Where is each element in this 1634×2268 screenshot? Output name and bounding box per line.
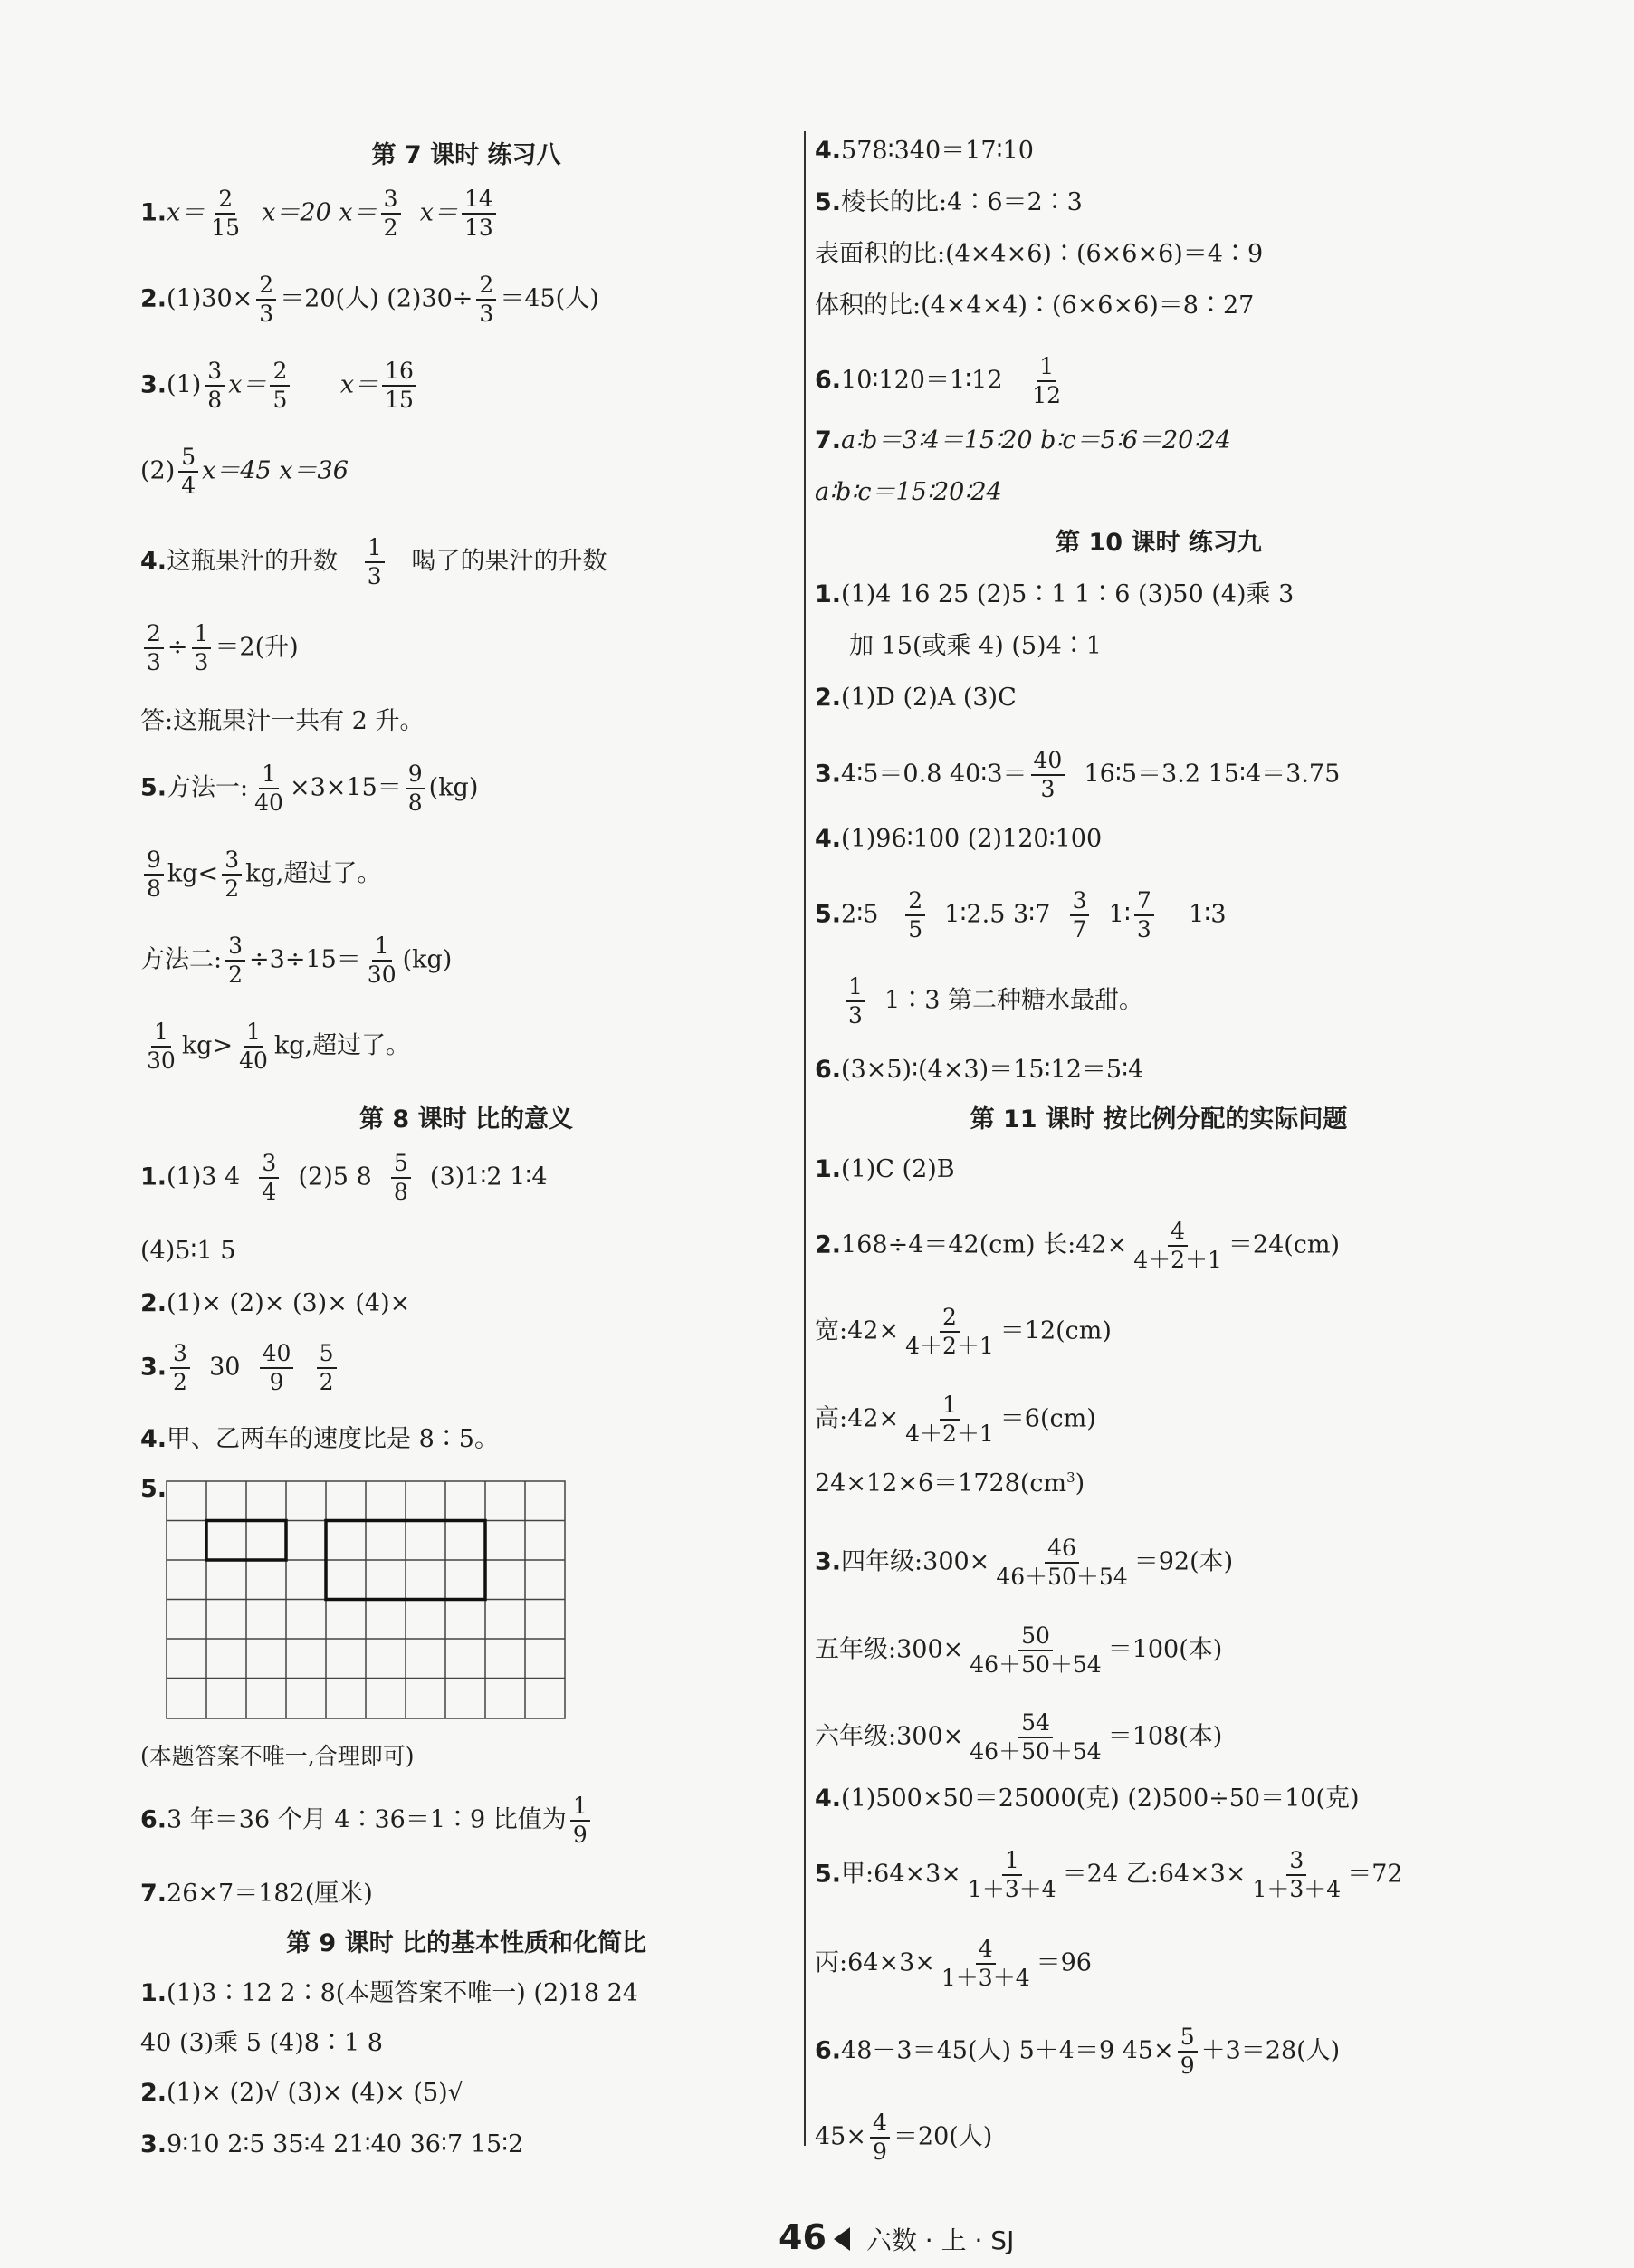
answer-line: 6.(3×5)∶(4×3)＝15∶12＝5∶4 bbox=[815, 1056, 1144, 1084]
answer-line: $\frac{1}{3}$ 1∶3 第二种糖水最甜。 bbox=[842, 973, 1143, 1029]
answer-line: 1.(1)3∶12 2∶8(本题答案不唯一) (2)18 24 bbox=[140, 1979, 638, 2007]
fraction: $\frac{1}{30}$ bbox=[147, 1019, 176, 1074]
answer-note: (本题答案不唯一,合理即可) bbox=[140, 1743, 415, 1769]
answer-line: 五年级:300× $\frac{50}{46+50+54}$ ＝100(本) bbox=[815, 1622, 1223, 1678]
answer-line: 2.(1)30× $\frac{2}{3}$ ＝20(人) (2)30÷ $\frac{2}{3}$ ＝45(人) bbox=[140, 272, 599, 327]
answer-line: 1.(1)C (2)B bbox=[815, 1155, 955, 1183]
fraction: $\frac{5}{4}$ bbox=[178, 444, 198, 500]
answer-line: 5.棱长的比:4∶6＝2∶3 bbox=[815, 188, 1083, 216]
answer-line: 3.四年级:300× $\frac{46}{46+50+54}$ ＝92(本) bbox=[815, 1535, 1234, 1590]
fraction: $\frac{4}{9}$ bbox=[870, 2110, 890, 2166]
answer-line: 4.这瓶果汁的升数 $\frac{1}{3}$ 喝了的果汁的升数 bbox=[140, 534, 607, 589]
fraction: $\frac{2}{3}$ bbox=[144, 620, 164, 676]
answer-line: 2.(1)D (2)A (3)C bbox=[815, 684, 1017, 712]
fraction: $\frac{1}{3}$ bbox=[192, 620, 212, 676]
answer-line: $\frac{9}{8}$ kg< $\frac{3}{2}$ kg,超过了。 bbox=[140, 847, 381, 903]
answer-line: 答:这瓶果汁一共有 2 升。 bbox=[140, 707, 425, 735]
fraction: $\frac{2}{5}$ bbox=[270, 358, 290, 414]
fraction: $\frac{4}{1+3+4}$ bbox=[941, 1936, 1030, 1991]
section-heading-11: 第 11 课时 按比例分配的实际问题 bbox=[970, 1105, 1348, 1134]
section-heading-8: 第 8 课时 比的意义 bbox=[359, 1105, 573, 1134]
answer-line: 1.(1)4 16 25 (2)5∶1 1∶6 (3)50 (4)乘 3 bbox=[815, 580, 1295, 608]
answer-line: 6.3 年＝36 个月 4∶36＝1∶9 比值为 $\frac{1}{9}$ bbox=[140, 1793, 594, 1849]
fraction: $\frac{1}{3}$ bbox=[846, 973, 865, 1029]
answer-line: 体积的比:(4×4×4)∶(6×6×6)＝8∶27 bbox=[815, 292, 1255, 320]
answer-line: 2.168÷4＝42(cm) 长:42× $\frac{4}{4+2+1}$ ＝24(cm) bbox=[815, 1218, 1341, 1273]
fraction: $\frac{16}{15}$ bbox=[382, 358, 416, 414]
fraction: $\frac{5}{9}$ bbox=[1178, 2024, 1198, 2080]
answer-line: 4.甲、乙两车的速度比是 8∶5。 bbox=[140, 1425, 499, 1453]
fraction: $\frac{14}{13}$ bbox=[462, 186, 496, 242]
answer-line: 2.(1)× (2)× (3)× (4)× bbox=[140, 1289, 411, 1317]
fraction: $\frac{9}{8}$ bbox=[406, 761, 425, 817]
fraction: $\frac{3}{2}$ bbox=[381, 186, 401, 242]
grid-drawing bbox=[166, 1480, 566, 1720]
answer-line: $\frac{2}{3}$ ÷ $\frac{1}{3}$ ＝2(升) bbox=[140, 620, 299, 676]
answer-line: 1.(1)3 4 $\frac{3}{4}$ (2)5 8 $\frac{5}{8}$ (3)1∶2 1∶4 bbox=[140, 1150, 548, 1205]
fraction: $\frac{40}{9}$ bbox=[260, 1340, 294, 1396]
answer-line: 6.10∶120＝1∶12 $\frac{1}{12}$ bbox=[815, 353, 1067, 409]
answer-line: $24\times 12\times 6=1728(cm^3)$ bbox=[815, 1469, 1085, 1498]
answer-line: (2) $\frac{5}{4}$ x＝45 x＝36 bbox=[140, 444, 349, 499]
answer-line: 4.(1)96∶100 (2)120∶100 bbox=[815, 825, 1103, 853]
fraction: $\frac{5}{2}$ bbox=[317, 1340, 337, 1396]
left-triangle-icon bbox=[834, 2227, 850, 2251]
fraction: $\frac{1}{40}$ bbox=[254, 761, 283, 816]
answer-line: $\frac{1}{30}$ kg> $\frac{1}{40}$ kg,超过了。 bbox=[140, 1019, 410, 1075]
answer-line: 5.甲:64×3× $\frac{1}{1+3+4}$ ＝24 乙:64×3× $\frac{3}{1+3+4}$ ＝72 bbox=[815, 1847, 1403, 1902]
fraction: $\frac{3}{2}$ bbox=[170, 1340, 190, 1396]
section-heading-10: 第 10 课时 练习九 bbox=[1056, 529, 1262, 557]
answer-line: 6.48－3＝45(人) 5＋4＝9 45× $\frac{5}{9}$ ＋3＝28(人) bbox=[815, 2024, 1341, 2079]
answer-line: 3.9∶10 2∶5 35∶4 21∶40 36∶7 15∶2 bbox=[140, 2130, 524, 2158]
fraction: $\frac{3}{4}$ bbox=[259, 1150, 279, 1206]
fraction: $\frac{50}{46+50+54}$ bbox=[970, 1622, 1102, 1678]
answer-line: 45× $\frac{4}{9}$ ＝20(人) bbox=[815, 2110, 993, 2165]
fraction: $\frac{1}{40}$ bbox=[239, 1019, 268, 1074]
fraction: $\frac{1}{9}$ bbox=[570, 1793, 590, 1849]
fraction: $\frac{3}{2}$ bbox=[222, 847, 242, 903]
answer-line: 4.578∶340＝17∶10 bbox=[815, 137, 1034, 165]
section-heading-7: 第 7 课时 练习八 bbox=[371, 141, 561, 169]
answer-line: 表面积的比:(4×4×6)∶(6×6×6)＝4∶9 bbox=[815, 240, 1264, 268]
answer-line: 5.方法一: $\frac{1}{40}$ ×3×15＝ $\frac{9}{8}$ (kg) bbox=[140, 761, 479, 816]
answer-line: 高:42× $\frac{1}{4+2+1}$ ＝6(cm) bbox=[815, 1392, 1096, 1447]
answer-line: (4)5∶1 5 bbox=[140, 1237, 236, 1265]
answer-line: 40 (3)乘 5 (4)8∶1 8 bbox=[140, 2029, 383, 2057]
fraction: $\frac{3}{8}$ bbox=[205, 358, 225, 414]
fraction: $\frac{3}{2}$ bbox=[225, 933, 245, 989]
fraction: $\frac{3}{7}$ bbox=[1070, 887, 1090, 943]
fraction: $\frac{2}{4+2+1}$ bbox=[905, 1304, 994, 1359]
answer-line: 4.(1)500×50＝25000(克) (2)500÷50＝10(克) bbox=[815, 1785, 1360, 1813]
answer-line: 5. bbox=[140, 1475, 167, 1503]
fraction: $\frac{40}{3}$ bbox=[1031, 747, 1065, 803]
fraction: $\frac{54}{46+50+54}$ bbox=[970, 1709, 1102, 1765]
answer-line: 7.26×7＝182(厘米) bbox=[140, 1880, 373, 1908]
fraction: $\frac{9}{8}$ bbox=[144, 847, 164, 903]
fraction: $\frac{5}{8}$ bbox=[391, 1150, 411, 1206]
answer-line: 3.4∶5＝0.8 40∶3＝ $\frac{40}{3}$ 16∶5＝3.2 15∶4＝3.75 bbox=[815, 747, 1341, 802]
answer-line: 2.(1)× (2)√ (3)× (4)× (5)√ bbox=[140, 2079, 463, 2107]
page-footer bbox=[779, 2217, 1014, 2257]
column-divider bbox=[804, 131, 806, 2146]
fraction: $\frac{1}{30}$ bbox=[367, 933, 397, 988]
answer-line: 六年级:300× $\frac{54}{46+50+54}$ ＝108(本) bbox=[815, 1709, 1223, 1765]
fraction: $\frac{3}{1+3+4}$ bbox=[1252, 1847, 1342, 1902]
fraction: $\frac{7}{3}$ bbox=[1134, 887, 1154, 943]
answer-line: 宽:42× $\frac{2}{4+2+1}$ ＝12(cm) bbox=[815, 1304, 1112, 1359]
answer-line: 7.a∶b＝3∶4＝15∶20 b∶c＝5∶6＝20∶24 bbox=[815, 426, 1231, 455]
answer-line: 3.(1) $\frac{3}{8}$ x＝ $\frac{2}{5}$ x＝ $\frac{16}{15}$ bbox=[140, 358, 420, 414]
fraction: $\frac{4}{4+2+1}$ bbox=[1133, 1218, 1222, 1273]
fraction: $\frac{1}{12}$ bbox=[1032, 353, 1062, 408]
fraction: $\frac{1}{1+3+4}$ bbox=[967, 1847, 1056, 1902]
fraction: $\frac{46}{46+50+54}$ bbox=[996, 1535, 1128, 1590]
fraction: $\frac{2}{3}$ bbox=[256, 272, 276, 328]
fraction: $\frac{2}{15}$ bbox=[211, 186, 241, 241]
page-number: 46 bbox=[779, 2217, 827, 2257]
answer-line: 5.2∶5 $\frac{2}{5}$ 1∶2.5 3∶7 $\frac{3}{7}$ 1∶ $\frac{7}{3}$ 1∶3 bbox=[815, 887, 1227, 943]
fraction: $\frac{2}{5}$ bbox=[905, 887, 925, 943]
section-heading-9: 第 9 课时 比的基本性质和化简比 bbox=[286, 1929, 646, 1957]
fraction: $\frac{1}{3}$ bbox=[365, 534, 385, 590]
answer-line: 1.x＝ $\frac{2}{15}$ x＝20 x＝ $\frac{3}{2}$ x＝ $\frac{14}{13}$ bbox=[140, 186, 500, 242]
answer-line: a∶b∶c＝15∶20∶24 bbox=[815, 478, 1002, 506]
answer-line: 方法二: $\frac{3}{2}$ ÷3÷15＝ $\frac{1}{30}$ (kg) bbox=[140, 933, 453, 988]
answer-line: 丙:64×3× $\frac{4}{1+3+4}$ ＝96 bbox=[815, 1936, 1092, 1991]
fraction: $\frac{1}{4+2+1}$ bbox=[905, 1392, 994, 1447]
answer-line: 加 15(或乘 4) (5)4∶1 bbox=[849, 632, 1102, 660]
answer-line: 3. $\frac{3}{2}$ 30 $\frac{40}{9}$ $\frac{5}{2}$ bbox=[140, 1340, 340, 1396]
book-code: 六数 · 上 · SJ bbox=[865, 2225, 1015, 2255]
fraction: $\frac{2}{3}$ bbox=[476, 272, 496, 328]
